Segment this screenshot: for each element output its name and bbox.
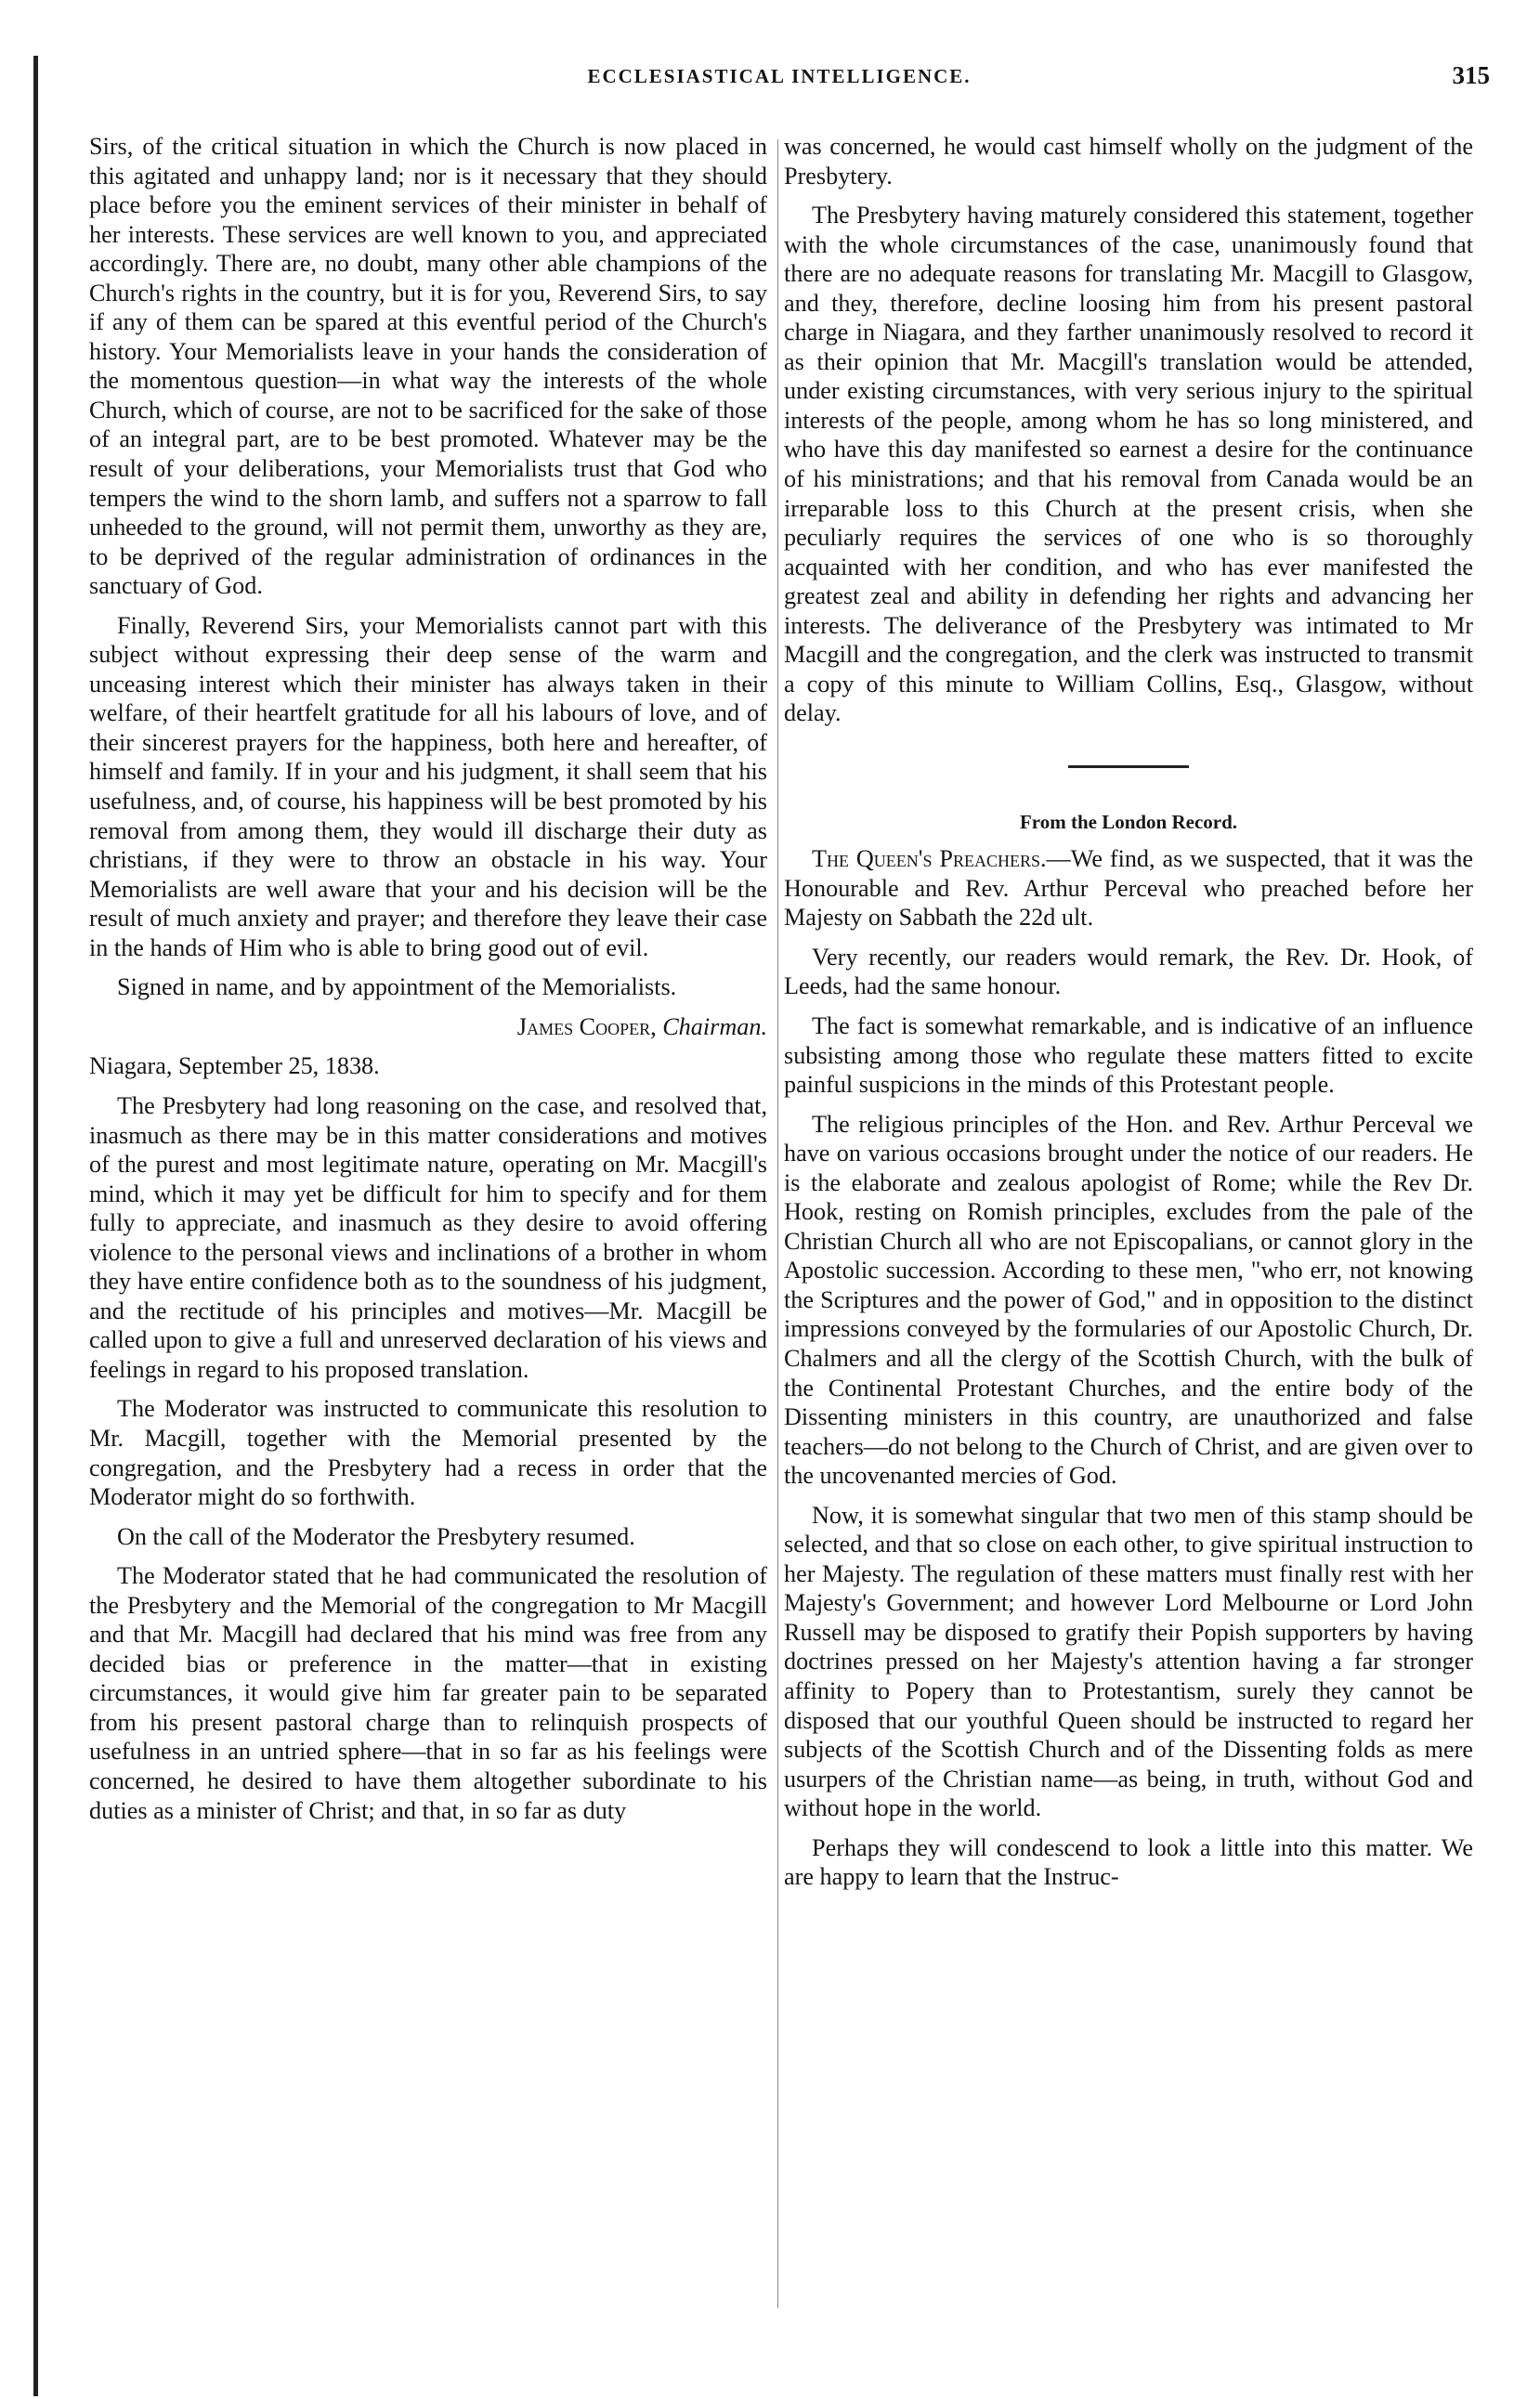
memorial-signed-line: Signed in name, and by appointment of the Memorialists. [117, 973, 677, 1001]
memorial-signature [89, 1012, 767, 1042]
article-paragraph: The religious principles of the Hon. and Rev. Arthur Perceval we have on various occasions brought under the notice of our readers. He is the elaborate and zealous apologist of Rome; while the Rev Dr. Hook, resting on Romish principles, excludes from the pale of the Christian Church all who are not Episcopalians, or cannot glory in the Apostolic succession. According to these men, "who err, not knowing the Scriptures and the power of God," and in opposition to the distinct impressions conveyed by the formularies of our Apostolic Church, Dr. Chalmers and all the clergy of the Scottish Church, with the bulk of the Continental Protestant Churches, and the entire body of the Dissenting ministers in this country, are unauthorized and false teachers—do not belong to the Church of Christ, and are given over to the uncovenanted mercies of God. [784, 1110, 1473, 1490]
article-paragraph: The fact is somewhat remarkable, and is indicative of an influence subsisting among those who regulate these matters fitted to excite painful suspicions in the minds of this Protestant people. [784, 1011, 1473, 1099]
presbytery-paragraph: was concerned, he would cast himself wholly on the judgment of the Presbytery. [784, 133, 1473, 189]
column-divider [777, 139, 778, 2308]
signature-role: Chairman. [662, 1012, 767, 1040]
section-separator [1068, 765, 1189, 768]
presbytery-paragraph: The Moderator was instructed to communicate this resolution to Mr. Macgill, together with the Memorial presented by the congregation, and the Presbytery had a recess in order that the Moderator might do so forthwith. [89, 1395, 767, 1511]
presbytery-paragraph: On the call of the Moderator the Presbytery resumed. [117, 1522, 635, 1550]
presbytery-paragraph: The Presbytery had long reasoning on the case, and resolved that, inasmuch as there may be in this matter considerations and motives of the purest and most legitimate nature, operating on Mr. Macgill's mind, which it may yet be difficult for him to specify and for them fully to appreciate, and inasmuch as they desire to avoid offering violence to the personal views and inclinations of a brother in whom they have entire confidence both as to the soundness of his judgment, and the rectitude of his principles and motives—Mr. Macgill be called upon to give a full and unreserved declaration of his views and feelings in regard to his proposed translation. [89, 1091, 767, 1383]
right-column [784, 132, 1473, 2305]
running-head: ECCLESIASTICAL INTELLIGENCE. [587, 65, 972, 87]
binding-edge-rule [33, 56, 38, 2396]
left-column [89, 132, 767, 2305]
article-heading: The Queen's Preachers. [812, 845, 1047, 873]
article-source: From the London Record. [1019, 810, 1238, 833]
memorial-paragraph: Sirs, of the critical situation in which the Church is now placed in this agitated and unhappy land; nor is it necessary that they should place before you the eminent services of their minister in behalf of her interests. These services are well known to you, and appreciated accordingly. There are, no doubt, many other able champions of the Church's rights in the country, but it is for you, Reverend Sirs, to say if any of them can be spared at this eventful period of the Church's history. Your Memorialists leave in your hands the consideration of the momentous question—in what way the interests of the whole Church, which of course, are not to be sacrificed for the sake of those of an integral part, are to be best promoted. Whatever may be the result of your deliberations, your Memorialists trust that God who tempers the wind to the shorn lamb, and suffers not a sparrow to fall unheeded to the ground, will not permit them, unworthy as they are, to be deprived of the regular administration of ordinances in the sanctuary of God. [89, 133, 767, 600]
page-header [56, 58, 1503, 95]
article-paragraph [784, 844, 1473, 932]
article-paragraph: Very recently, our readers would remark, the Rev. Dr. Hook, of Leeds, had the same honour. [784, 943, 1473, 1000]
article-lead-text: —We find, as we suspected, that it was the Honourable and Rev. Arthur Perceval who preached before her Majesty on Sabbath the 22d ult. [784, 845, 1473, 932]
signature-name: James Cooper, [516, 1012, 657, 1040]
memorial-dateline: Niagara, September 25, 1838. [89, 1052, 380, 1080]
presbytery-paragraph: The Moderator stated that he had communicated the resolution of the Presbytery and the Memorial of the congregation to Mr Macgill and that Mr. Macgill had declared that his mind was free from any decided bias or preference in the matter—that in existing circumstances, it would give him far greater pain to be separated from his present pastoral charge than to relinquish prospects of usefulness in an untried sphere—that in so far as his feelings were concerned, he desired to have them altogether subordinate to his duties as a minister of Christ; and that, in so far as duty [89, 1562, 767, 1824]
article-paragraph: Perhaps they will condescend to look a little into this matter. We are happy to learn that the Instruc- [784, 1833, 1473, 1891]
article-paragraph: Now, it is somewhat singular that two men of this stamp should be selected, and that so close on each other, to give spiritual instruction to her Majesty. The regulation of these matters must finally rest with her Majesty's Government; and however Lord Melbourne or Lord John Russell may be disposed to gratify their Popish supporters by having doctrines pressed on her Majesty's attention having a far stronger affinity to Popery than to Protestantism, surely they cannot be disposed that our youthful Queen should be instructed to regard her subjects of the Scottish Church and of the Dissenting folds as mere usurpers of the Christian name—as being, in truth, without God and without hope in the world. [784, 1501, 1473, 1822]
page-number: 315 [1452, 61, 1490, 89]
memorial-paragraph: Finally, Reverend Sirs, your Memorialists cannot part with this subject without expressing their deep sense of the warm and unceasing interest which their minister has always taken in their welfare, of their heartfelt gratitude for all his labours of love, and of their sincerest prayers for the happiness, both here and hereafter, of himself and family. If in your and his judgment, it shall seem that his usefulness, and, of course, his happiness will be best promoted by his removal from among them, they would ill discharge their duty as christians, if they were to throw an obstacle in his way. Your Memorialists are well aware that your and his decision will be the result of much anxiety and prayer; and therefore they leave their case in the hands of Him who is able to bring good out of evil. [89, 611, 767, 961]
presbytery-paragraph: The Presbytery having maturely considered this statement, together with the whole circumstances of the case, unanimously found that there are no adequate reasons for translating Mr. Macgill to Glasgow, and they, therefore, decline loosing him from his present pastoral charge in Niagara, and they farther unanimously resolved to record it as their opinion that Mr. Macgill's translation would be attended, under existing circumstances, with very serious injury to the spiritual interests of the people, among whom he has so long ministered, and who have this day manifested so earnest a desire for the continuance of his ministrations; and that his removal from Canada would be an irreparable loss to this Church at the present crisis, when she peculiarly requires the services of one who is so thoroughly acquainted with her condition, and who has ever manifested the greatest zeal and ability in defending her rights and advancing her interests. The deliverance of the Presbytery was intimated to Mr Macgill and the congregation, and the clerk was instructed to transmit a copy of this minute to William Collins, Esq., Glasgow, without delay. [784, 202, 1473, 727]
